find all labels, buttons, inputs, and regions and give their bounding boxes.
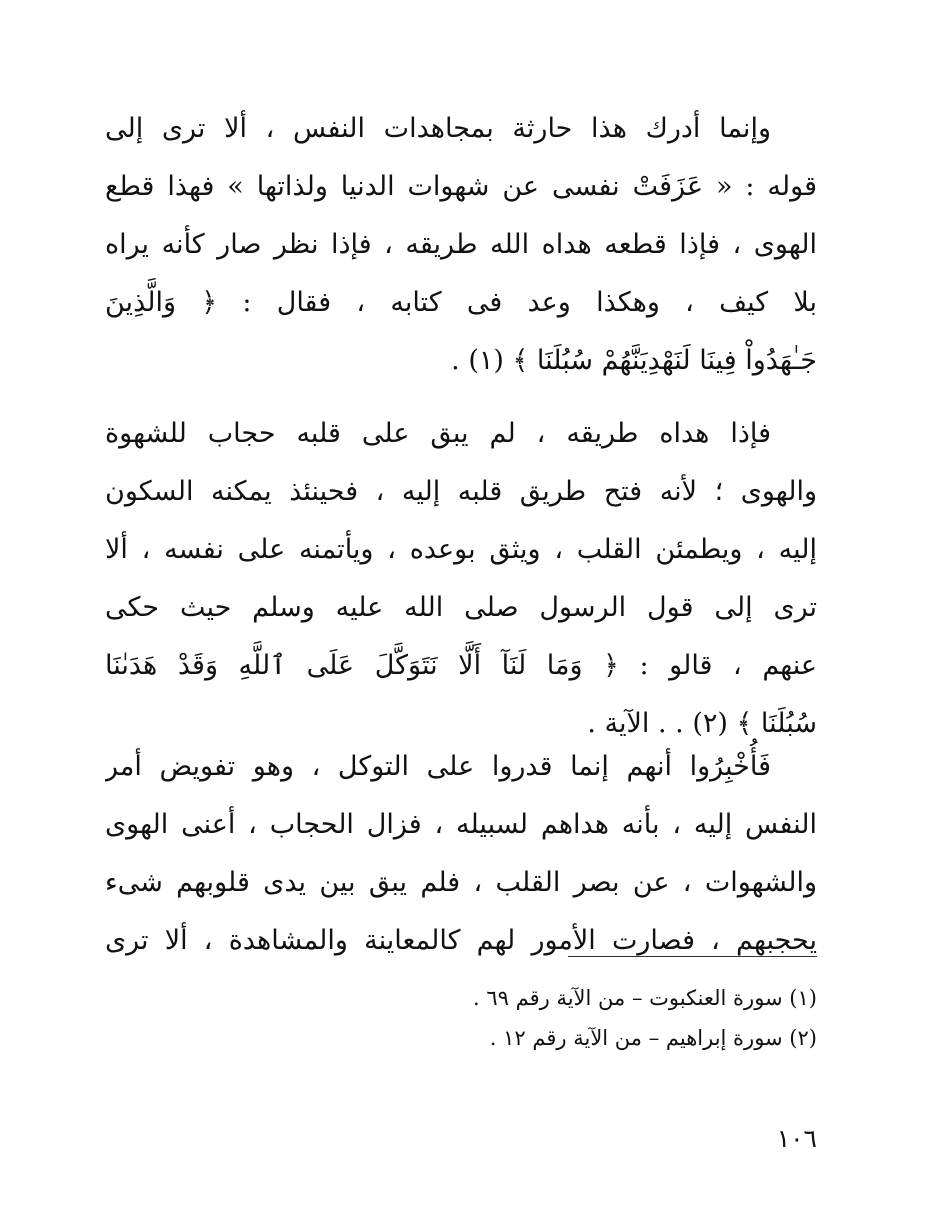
text-line: ترى إلى قول الرسول صلى الله عليه وسلم حيث حكى bbox=[105, 592, 817, 623]
paragraph-1 bbox=[105, 100, 817, 390]
text-line: وإنما أدرك هذا حارثة بمجاهدات النفس ، ألا ترى إلى bbox=[105, 113, 771, 144]
text-line: سُبُلَنَا ﴾ (٢) . . الآية . bbox=[587, 708, 817, 739]
text-line: الهوى ، فإذا قطعه هداه الله طريقه ، فإذا نظر صار كأنه يراه bbox=[105, 229, 817, 260]
text-line: فَأُخْبِرُوا أنهم إنما قدروا على التوكل ، وهو تفويض أمر bbox=[105, 751, 771, 782]
text-line: والشهوات ، عن بصر القلب ، فلم يبق بين يدى قلوبهم شىء bbox=[105, 867, 817, 898]
paragraph-2 bbox=[105, 405, 817, 753]
text-line: والهوى ؛ لأنه فتح طريق قلبه إليه ، فحينئذ يمكنه السكون bbox=[105, 476, 817, 507]
text-line: النفس إليه ، بأنه هداهم لسبيله ، فزال الحجاب ، أعنى الهوى bbox=[105, 809, 817, 840]
text-line: بلا كيف ، وهكذا وعد فى كتابه ، فقال : ﴿ وَالَّذِينَ bbox=[105, 287, 817, 318]
footnotes bbox=[317, 978, 817, 1058]
page-number: ١٠٦ bbox=[776, 1124, 817, 1153]
text-line: إليه ، ويطمئن القلب ، ويثق بوعده ، ويأتمنه على نفسه ، ألا bbox=[105, 534, 817, 565]
footnote-1: (١) سورة العنكبوت – من الآية رقم ٦٩ . bbox=[473, 986, 817, 1010]
text-line: عنهم ، قالو : ﴿ وَمَا لَنَآ أَلَّا نَتَوَكَّلَ عَلَى ٱللَّهِ وَقَدْ هَدَىٰنَا bbox=[105, 650, 817, 681]
paragraph-3 bbox=[105, 738, 817, 970]
footnote-divider bbox=[568, 956, 817, 957]
text-line: جَـٰهَدُواْ فِينَا لَنَهْدِيَنَّهُمْ سُبُلَنَا ﴾ (١) . bbox=[451, 345, 817, 376]
text-line: قوله : « عَزَفَتْ نفسى عن شهوات الدنيا ولذاتها » فهذا قطع bbox=[105, 171, 817, 202]
text-line: فإذا هداه طريقه ، لم يبق على قلبه حجاب للشهوة bbox=[105, 418, 771, 449]
footnote-2: (٢) سورة إبراهيم – من الآية رقم ١٢ . bbox=[489, 1026, 817, 1050]
text-line: يحجبهم ، فصارت الأمور لهم كالمعاينة والمشاهدة ، ألا ترى bbox=[105, 925, 817, 956]
